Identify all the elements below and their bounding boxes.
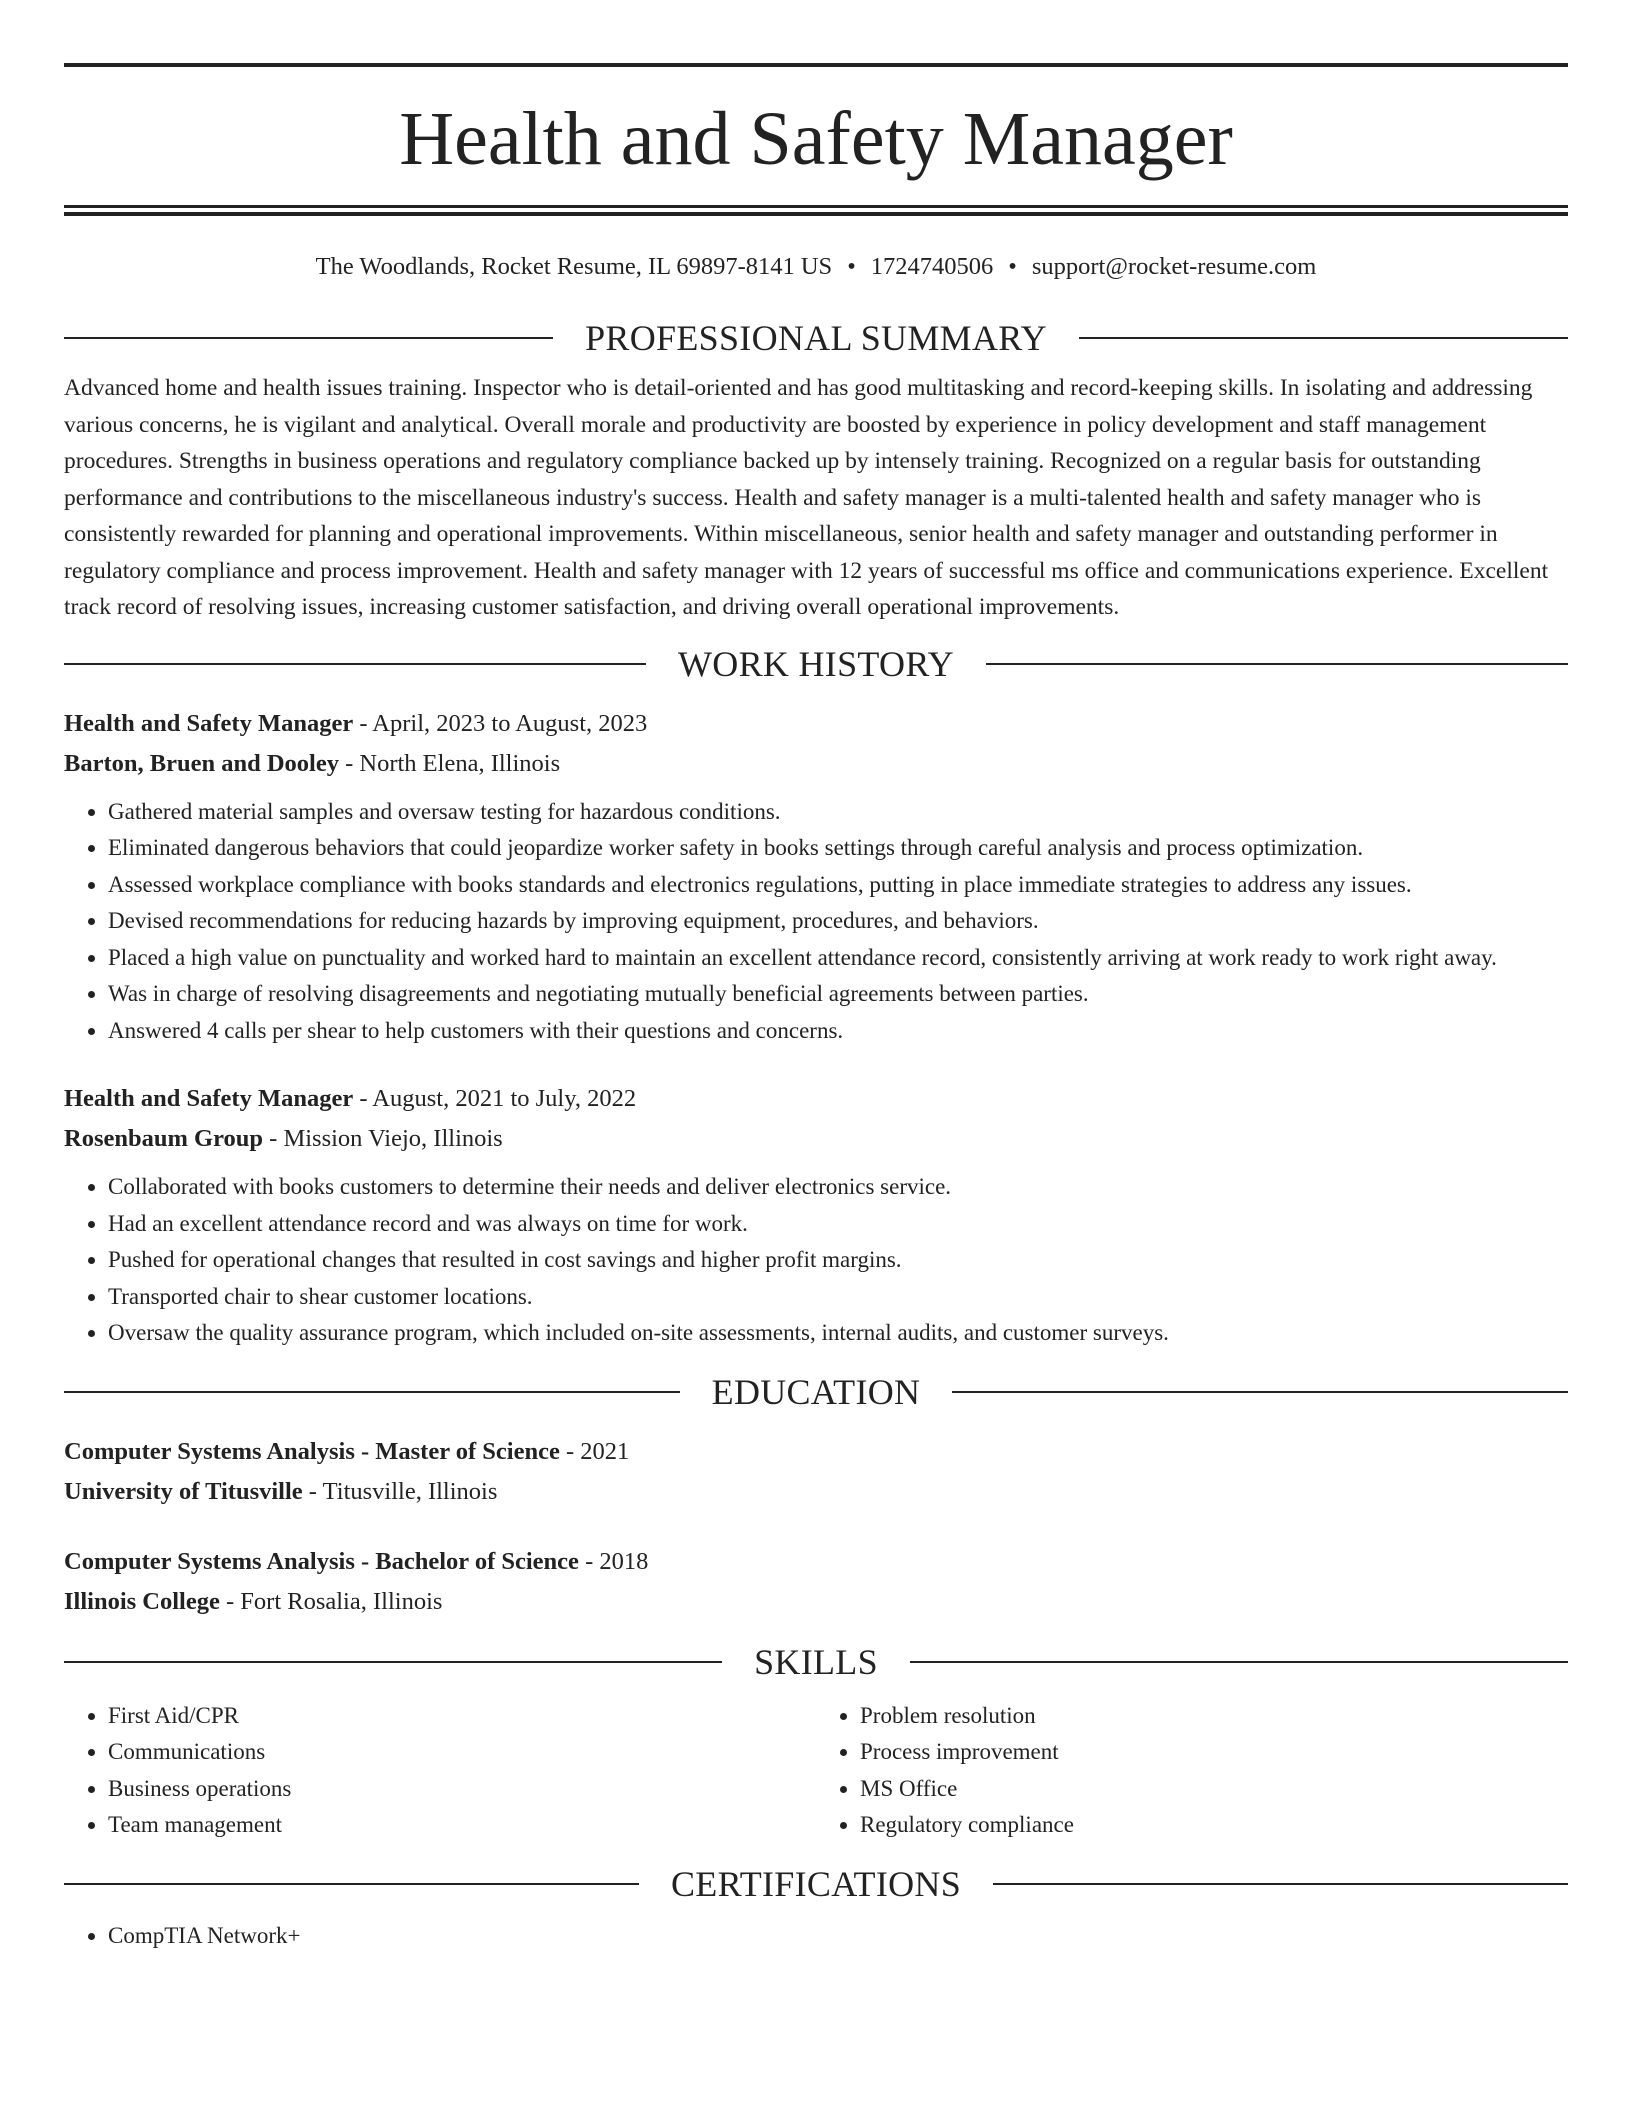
list-item: • CompTIA Network+ — [108, 1918, 1568, 1955]
list-item: • Collaborated with books customers to determine their needs and deliver electronics service. — [108, 1169, 1568, 1206]
section-rule-left — [64, 1883, 639, 1885]
job-title: Health and Safety Manager — [64, 1085, 354, 1112]
list-item: • First Aid/CPR — [108, 1698, 816, 1735]
job-title-line: Health and Safety Manager - April, 2023 to August, 2023 — [64, 709, 648, 737]
section-title: CERTIFICATIONS — [670, 1863, 962, 1904]
job-location: Mission Viejo, Illinois — [283, 1125, 503, 1152]
school-location: Fort Rosalia, Illinois — [240, 1587, 443, 1615]
school: Illinois College — [64, 1587, 220, 1615]
resume-title: Health and Safety Manager — [399, 97, 1233, 181]
list-item: • Regulatory compliance — [860, 1807, 1568, 1844]
degree: Computer Systems Analysis - Bachelor of Science — [64, 1547, 579, 1575]
certifications-list — [64, 1918, 1568, 1955]
section-header-certifications — [64, 1864, 1568, 1904]
contact-separator: • — [1008, 253, 1017, 280]
degree-line: Computer Systems Analysis - Master of Science - 2021 — [64, 1437, 630, 1465]
section-title: WORK HISTORY — [678, 643, 954, 684]
job-entry — [64, 704, 1568, 1050]
contact-email: support@rocket-resume.com — [1031, 253, 1317, 280]
section-rule-right — [986, 663, 1568, 665]
job-bullets — [64, 1169, 1568, 1352]
skills-list-left — [64, 1698, 816, 1844]
list-item: • Devised recommendations for reducing hazards by improving equipment, procedures, and behaviors. — [108, 903, 1568, 940]
degree: Computer Systems Analysis - Master of Science — [64, 1437, 560, 1465]
section-header-education — [64, 1372, 1568, 1412]
section-rule-left — [64, 1391, 680, 1393]
list-item: • Team management — [108, 1807, 816, 1844]
list-item: • Oversaw the quality assurance program, which included on-site assessments, internal audits, and customer surveys. — [108, 1315, 1568, 1352]
list-item: • Business operations — [108, 1771, 816, 1808]
resume-page — [64, 0, 1568, 1954]
section-rule-right — [910, 1661, 1568, 1663]
section-rule-left — [64, 1661, 722, 1663]
contact-phone: 1724740506 — [870, 253, 994, 280]
degree-year: 2021 — [580, 1437, 630, 1465]
contact-address: The Woodlands, Rocket Resume, IL 69897-8141 US — [315, 253, 833, 280]
school-line: University of Titusville - Titusville, Illinois — [64, 1477, 498, 1505]
list-item: • Answered 4 calls per shear to help customers with their questions and concerns. — [108, 1013, 1568, 1050]
section-rule-right — [1079, 337, 1568, 339]
job-dates: April, 2023 to August, 2023 — [372, 709, 648, 737]
contact-line — [64, 252, 1568, 282]
job-company: Barton, Bruen and Dooley — [64, 749, 339, 777]
summary-text: Advanced home and health issues training. Inspector who is detail-oriented and has good multitasking and record-keeping skills. In isolating and addressing various concerns, he is vigilant and analytical. Overall morale and productivity are boosted by experience in policy development and staff management procedures. Strengths in business operations and regulatory compliance backed up by intensely training. Recognized on a regular basis for outstanding performance and contributions to the miscellaneous industry's success. Health and safety manager is a multi-talented health and safety manager who is consistently rewarded for planning and operational improvements. Within miscellaneous, senior health and safety manager and outstanding performer in regulatory compliance and process improvement. Health and safety manager with 12 years of successful ms office and communications experience. Excellent track record of resolving issues, increasing customer satisfaction, and driving overall operational improvements. — [64, 375, 1549, 620]
list-item: • Had an excellent attendance record and was always on time for work. — [108, 1206, 1568, 1243]
job-location: North Elena, Illinois — [359, 749, 561, 777]
section-rule-right — [993, 1883, 1568, 1885]
list-item: • Gathered material samples and oversaw testing for hazardous conditions. — [108, 794, 1568, 831]
job-dates: August, 2021 to July, 2022 — [372, 1085, 637, 1112]
school-location: Titusville, Illinois — [322, 1477, 498, 1505]
section-rule-left — [64, 337, 553, 339]
skills-columns — [64, 1698, 1568, 1844]
list-item: • Process improvement — [860, 1734, 1568, 1771]
job-company-line: Barton, Bruen and Dooley - North Elena, Illinois — [64, 749, 561, 777]
job-company-line: Rosenbaum Group - Mission Viejo, Illinois — [64, 1125, 503, 1152]
section-header-skills — [64, 1642, 1568, 1682]
education-entry — [64, 1432, 1568, 1512]
list-item: • Eliminated dangerous behaviors that could jeopardize worker safety in books settings through careful analysis and process optimization. — [108, 830, 1568, 867]
list-item: • Was in charge of resolving disagreements and negotiating mutually beneficial agreements between parties. — [108, 976, 1568, 1013]
school-line: Illinois College - Fort Rosalia, Illinois — [64, 1587, 443, 1615]
job-company: Rosenbaum Group — [64, 1125, 264, 1152]
degree-year: 2018 — [599, 1547, 649, 1575]
list-item: • Placed a high value on punctuality and worked hard to maintain an excellent attendance record, consistently arriving at work ready to work right away. — [108, 940, 1568, 977]
list-item: • Communications — [108, 1734, 816, 1771]
section-header-work-history — [64, 644, 1568, 684]
section-title: EDUCATION — [711, 1371, 921, 1412]
section-header-summary — [64, 318, 1568, 358]
list-item: • Transported chair to shear customer locations. — [108, 1279, 1568, 1316]
section-rule-left — [64, 663, 646, 665]
education-entry — [64, 1542, 1568, 1622]
section-rule-right — [952, 1391, 1568, 1393]
job-title-line: Health and Safety Manager - August, 2021 to July, 2022 — [64, 1085, 637, 1112]
list-item: • Pushed for operational changes that resulted in cost savings and higher profit margins. — [108, 1242, 1568, 1279]
contact-separator: • — [847, 253, 856, 280]
job-title: Health and Safety Manager — [64, 709, 354, 737]
degree-line: Computer Systems Analysis - Bachelor of Science - 2018 — [64, 1547, 649, 1575]
section-title: PROFESSIONAL SUMMARY — [585, 318, 1047, 358]
list-item: • Problem resolution — [860, 1698, 1568, 1735]
list-item: • MS Office — [860, 1771, 1568, 1808]
section-title: SKILLS — [754, 1641, 878, 1682]
job-entry — [64, 1079, 1568, 1352]
job-bullets — [64, 794, 1568, 1050]
title-double-rule — [64, 205, 1568, 216]
school: University of Titusville — [64, 1477, 303, 1505]
skills-list-right — [816, 1698, 1568, 1844]
list-item: • Assessed workplace compliance with books standards and electronics regulations, putting in place immediate strategies to address any issues. — [108, 867, 1568, 904]
